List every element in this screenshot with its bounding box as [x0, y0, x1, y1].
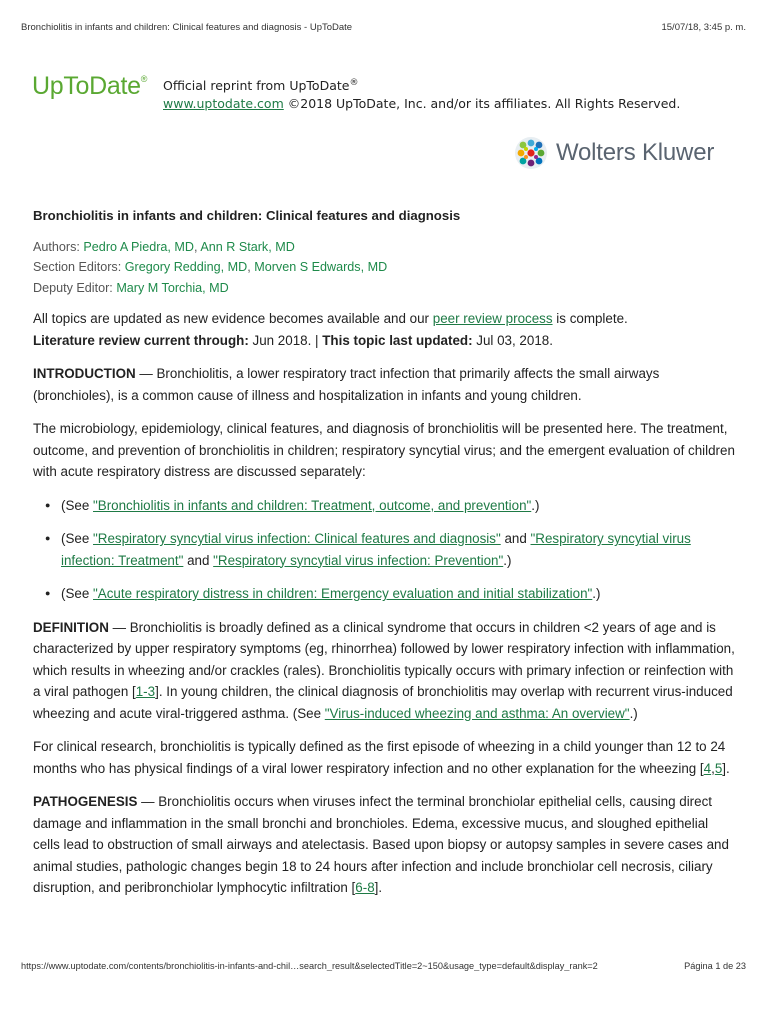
print-header-datetime: 15/07/18, 3:45 p. m.: [661, 22, 746, 33]
uptodate-logo[interactable]: [32, 72, 147, 101]
wolters-kluwer-globe-icon: [514, 136, 548, 170]
reference-link[interactable]: 4: [703, 760, 712, 776]
and-text: and: [183, 552, 214, 568]
and-text: and: [500, 531, 531, 546]
topic-link[interactable]: "Acute respiratory distress in children: Emergency evaluation and initial stabilization": [93, 586, 593, 601]
deputy-editor-link[interactable]: Mary M Torchia, MD: [116, 280, 229, 295]
definition-text: — Bronchiolitis is broadly defined as a clinical syndrome that occurs in children <2 years of age and is characterized by upper respiratory symptoms (eg, rhinorrhea) followed by lower respiratory infection with inflammation, which results in wheezing and/or crackles (rales). Bronchiolitis typically occurs with primary infection or reinfection with a viral pathogen [: [33, 619, 735, 699]
pathogenesis-heading: PATHOGENESIS: [33, 794, 138, 809]
pathogenesis-text: ].: [374, 880, 383, 895]
update-text: All topics are updated as new evidence becomes available and our: [33, 311, 433, 326]
reference-link[interactable]: 5: [714, 760, 723, 776]
article-deputy-editor: [33, 278, 737, 299]
authors-label: Authors:: [33, 239, 80, 254]
see-text: (See: [61, 586, 94, 601]
publisher-name: Wolters Kluwer: [556, 139, 715, 166]
print-footer-page: Página 1 de 23: [684, 961, 746, 971]
peer-review-link[interactable]: peer review process: [432, 311, 553, 326]
clinical-text: For clinical research, bronchiolitis is typically defined as the first episode of wheezing in a child younger than 12 to 24 months who has physical findings of a viral lower respiratory infection and no other explanation for the wheezing [: [33, 739, 726, 776]
definition-paragraph: [33, 617, 737, 725]
update-notice: [33, 308, 737, 351]
reference-link[interactable]: 6-8: [355, 880, 375, 895]
pathogenesis-text: — Bronchiolitis occurs when viruses infect the terminal bronchiolar epithelial cells, causing direct damage and inflammation in the small bronchi and bronchioles. Edema, excessive mucus, and sloughed epithelial cells lead to obstruction of small airways and atelectasis. Based upon biopsy or autopsy samples in severe cases and animal studies, pathologic changes begin 18 to 24 hours after infection and include bronchiolar cell necrosis, ciliary disruption, and peribronchiolar lymphocytic infiltration [: [33, 794, 729, 895]
introduction-heading: INTRODUCTION: [33, 366, 136, 381]
definition-text: ]. In young children, the clinical diagnosis of bronchiolitis may overlap with recurrent virus-induced wheezing and acute viral-triggered asthma. (See: [33, 684, 733, 721]
section-editors-label: Section Editors:: [33, 260, 122, 274]
topic-link[interactable]: "Respiratory syncytial virus infection: Clinical features and diagnosis": [93, 531, 501, 546]
copyright-text: ©2018 UpToDate, Inc. and/or its affiliates. All Rights Reserved.: [283, 96, 681, 112]
see-text: (See: [61, 531, 94, 546]
update-text: is complete.: [552, 311, 628, 326]
lit-review-label: Literature review current through:: [33, 332, 249, 348]
lit-review-value: Jun 2018. |: [248, 332, 323, 348]
list-item: [61, 528, 737, 571]
definition-heading: DEFINITION: [33, 619, 109, 635]
author-link[interactable]: Pedro A Piedra, MD: [83, 239, 195, 254]
list-item: [61, 495, 737, 517]
section-editor-link[interactable]: Gregory Redding, MD: [124, 260, 248, 274]
introduction-paragraph: [33, 363, 737, 406]
article-section-editors: Section Editors: Gregory Redding, MD, Morven S Edwards, MD: [33, 260, 388, 274]
pathogenesis-paragraph: [33, 791, 737, 899]
reprint-prefix: Official reprint from UpToDate: [163, 78, 350, 94]
print-footer-url: https://www.uptodate.com/contents/bronchiolitis-in-infants-and-chil…search_result&selectedTitle=2~150&usage_type=default&display_rank=2: [21, 961, 598, 971]
deputy-editor-label: Deputy Editor:: [33, 280, 113, 295]
see-text: .): [592, 586, 601, 601]
author-link[interactable]: Ann R Stark, MD: [200, 239, 295, 254]
wolters-kluwer-logo: [514, 136, 714, 170]
section-editor-link[interactable]: Morven S Edwards, MD: [254, 260, 388, 274]
clinical-text: ].: [722, 760, 730, 776]
logo-text: UpToDate: [32, 72, 141, 100]
see-text: (See: [61, 497, 94, 513]
introduction-text: — Bronchiolitis, a lower respiratory tract infection that primarily affects the small airways (bronchioles), is a common cause of illness and hospitalization in infants and young children.: [33, 366, 660, 403]
topic-link[interactable]: "Bronchiolitis in infants and children: Treatment, outcome, and prevention": [93, 497, 532, 513]
reference-link[interactable]: 1-3: [135, 684, 156, 699]
article-body: [33, 205, 737, 911]
see-text: .): [503, 552, 512, 568]
clinical-research-paragraph: For clinical research, bronchiolitis is typically defined as the first episode of wheezing in a child younger than 12 to 24 months who has physical findings of a viral lower respiratory infection and no other explanation for the wheezing [4,5].: [33, 739, 730, 776]
scope-paragraph: The microbiology, epidemiology, clinical features, and diagnosis of bronchiolitis will be presented here. The treatment, outcome, and prevention of bronchiolitis in children; respiratory syncytial virus; and the emergent evaluation of children with acute respiratory distress are discussed separately:: [33, 421, 735, 479]
article-authors: Authors: Pedro A Piedra, MD, Ann R Stark, MD: [33, 239, 295, 254]
topic-link[interactable]: "Respiratory syncytial virus infection: Treatment": [61, 531, 691, 568]
reprint-registered-mark: ®: [349, 78, 359, 88]
list-item: [61, 583, 737, 605]
article-title: Bronchiolitis in infants and children: Clinical features and diagnosis: [33, 208, 461, 223]
reprint-notice: [163, 74, 680, 113]
last-updated-label: This topic last updated:: [322, 332, 473, 348]
logo-registered-mark: ®: [140, 74, 148, 84]
last-updated-value: Jul 03, 2018.: [472, 332, 553, 348]
topic-link[interactable]: "Virus-induced wheezing and asthma: An overview": [324, 705, 630, 721]
print-header-title: Bronchiolitis in infants and children: Clinical features and diagnosis - UpToDate: [21, 22, 353, 33]
see-text: .): [531, 497, 540, 513]
topic-link[interactable]: "Respiratory syncytial virus infection: Prevention": [213, 552, 504, 568]
definition-text: .): [629, 705, 638, 721]
uptodate-site-link[interactable]: www.uptodate.com: [163, 96, 284, 112]
related-topics-list: [33, 495, 737, 605]
